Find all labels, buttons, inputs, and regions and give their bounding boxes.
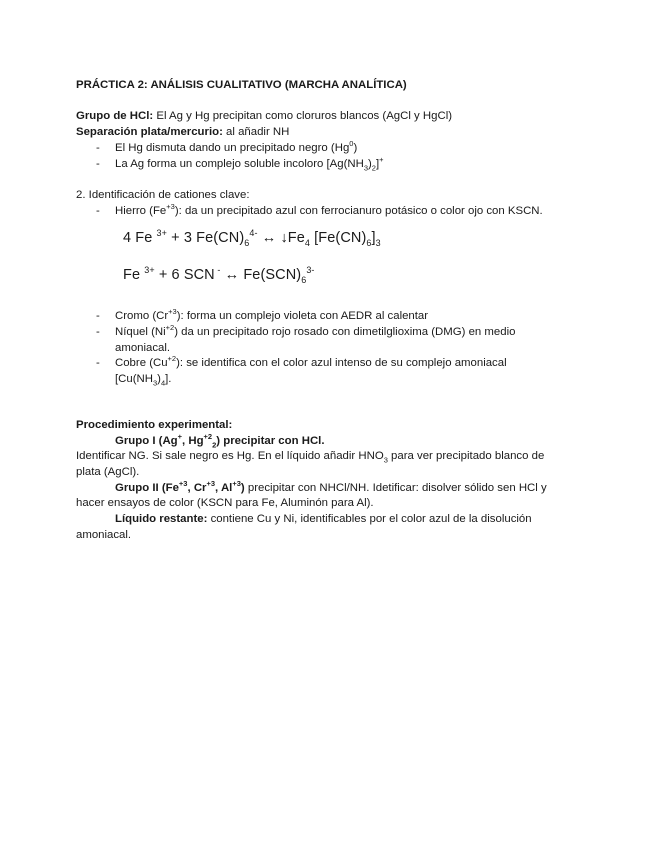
list-item-cromo: Cromo $(Cr^{+3})$: forma un complejo violeta con AEDR al calentar	[115, 307, 429, 322]
separacion-label: Separación plata/mercurio:	[76, 126, 223, 138]
precipitate-arrow-icon: ↓	[280, 230, 288, 246]
bullet-dash: -	[96, 357, 100, 369]
separacion-text: al añadir NH	[226, 126, 290, 138]
bullet-dash: -	[96, 158, 100, 170]
grupo-hcl-text: El Ag y Hg precipitan como cloruros blancos (AgCl y HgCl)	[156, 110, 453, 122]
equation-ferrocianuro: 4 Fe $^{3+}$ + 3 $Fe(CN)_6^{4-}$ ↔ $↓Fe_4$ $[Fe(CN)_6]_3$	[123, 228, 381, 248]
grupo2-line: Grupo II ($Fe^{+3}$, $Cr^{+3}$, $Al^{+3}$) precipitar con NHCl/NH. Idetificar: disolver sólido sen HCl y	[115, 479, 547, 494]
separacion-line	[76, 124, 289, 140]
bullet-dash: -	[96, 326, 100, 338]
bullet-dash: -	[96, 310, 100, 322]
list-item-hg: El Hg dismuta dando un precipitado negro (Hg$^0$)	[115, 139, 358, 154]
list-item-niquel-cont: amoniacal.	[115, 342, 171, 354]
list-item-niquel: Níquel $(Ni^{+2})$ da un precipitado rojo rosado con dimetilglioxima (DMG) en medio	[115, 323, 516, 338]
page-title: PRÁCTICA 2: ANÁLISIS CUALITATIVO (MARCHA ANALÍTICA)	[76, 79, 407, 91]
grupo-hcl-label: Grupo de HCl:	[76, 110, 154, 122]
list-item-cobre-cont: $[Cu(NH_3)_4]$.	[115, 373, 172, 388]
liquido-label: Líquido restante:	[115, 513, 208, 525]
grupo1-text-cont: plata (AgCl).	[76, 466, 140, 478]
grupo1-heading: Grupo I (Ag+, $Hg^{+2}_2$) precipitar con HCl.	[115, 432, 325, 450]
liquido-line: Líquido restante: contiene Cu y Ni, identificables por el color azul de la disolución	[115, 513, 532, 525]
bullet-dash: -	[96, 205, 100, 217]
list-item-ag: La Ag forma un complejo soluble incoloro $[Ag(NH_3)_2]^+$	[115, 155, 384, 173]
list-item-hierro: Hierro $(Fe^{+3})$: da un precipitado azul con ferrocianuro potásico o color ojo con KSCN.	[115, 202, 543, 217]
grupo-hcl-line	[76, 108, 452, 124]
identificacion-heading: 2. Identificación de cationes clave:	[76, 189, 250, 201]
grupo2-label: Grupo II ($Fe^{+3}$, $Cr^{+3}$, $Al^{+3}$)	[115, 479, 245, 494]
list-item-cobre: Cobre $(Cu^{+2})$: se identifica con el color azul intenso de su complejo amoniacal	[115, 354, 507, 369]
liquido-text-cont: amoniacal.	[76, 529, 132, 541]
grupo1-text: Identificar NG. Si sale negro es Hg. En el líquido añadir $HNO_3$ para ver precipitado blanco de	[76, 450, 545, 465]
bullet-dash: -	[96, 142, 100, 154]
equation-tiocianato: Fe $^{3+}$ + 6 SCN - ↔ $Fe(SCN)_6^{3-}$	[123, 265, 315, 285]
grupo2-text-cont: hacer ensayos de color (KSCN para Fe, Aluminón para Al).	[76, 497, 374, 509]
procedimiento-heading: Procedimiento experimental:	[76, 419, 233, 431]
